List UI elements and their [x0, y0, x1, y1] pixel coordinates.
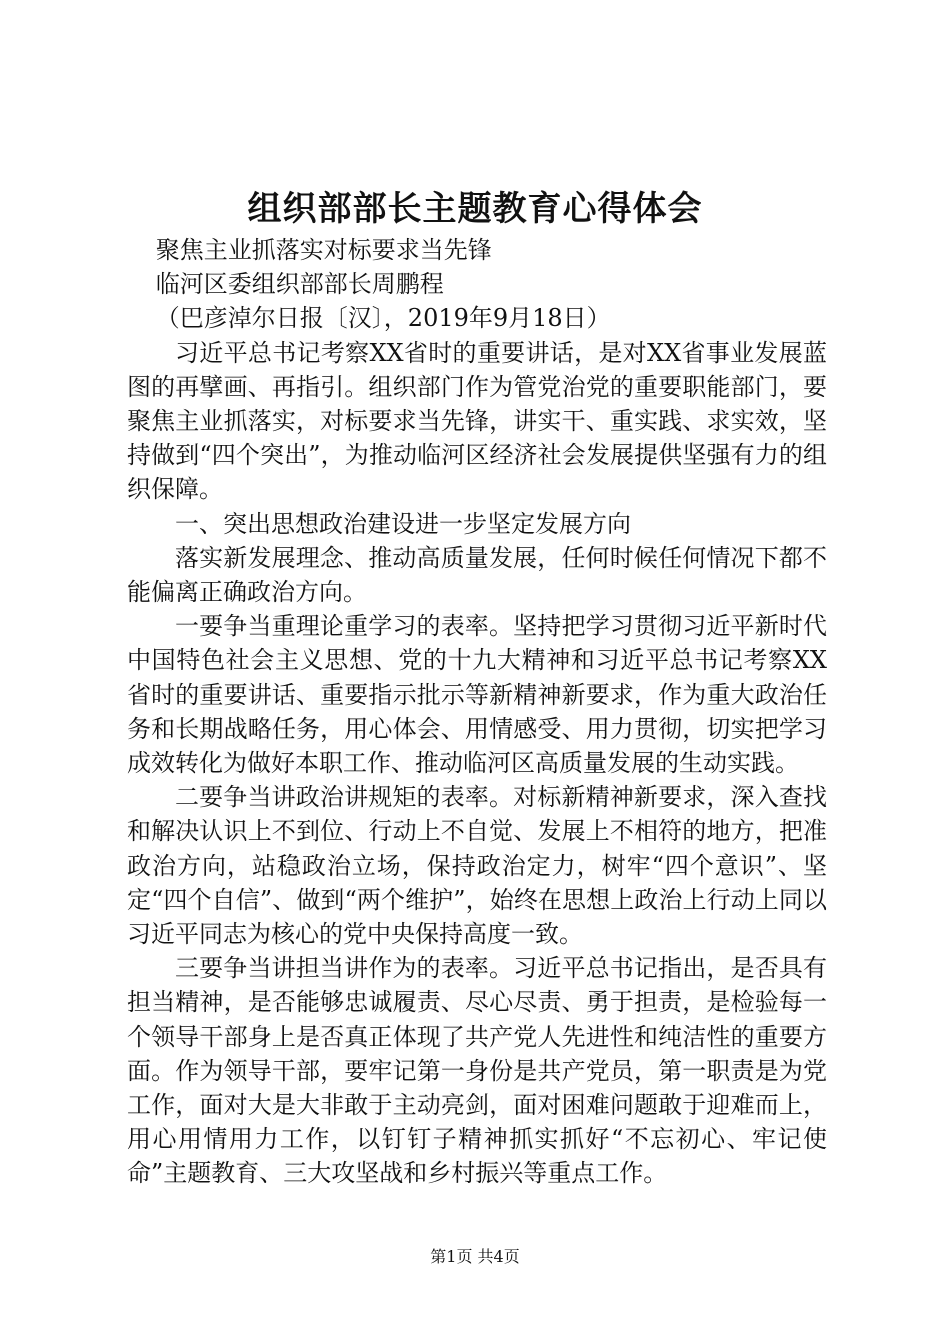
- document-title: 组织部部长主题教育心得体会: [247, 189, 703, 229]
- paragraph: 三要争当讲担当讲作为的表率。习近平总书记指出，是否具有担当精神，是否能够忠诚履责、尽心尽责、勇于担责，是检验每一个领导干部身上是否真正体现了共产党人先进性和纯洁性的重要方面。作为领导干部，要牢记第一身份是共产党员，第一职责是为党工作，面对大是大非敢于主动亮剑，面对困难问题敢于迎难而上，用心用情用力工作，以钉钉子精神抓实抓好“不忘初心、牢记使命”主题教育、三大攻坚战和乡村振兴等重点工作。: [127, 954, 827, 1188]
- author-line: 临河区委组织部部长周鹏程: [155, 270, 444, 299]
- paragraph: 二要争当讲政治讲规矩的表率。对标新精神新要求，深入查找和解决认识上不到位、行动上不自觉、发展上不相符的地方，把准政治方向，站稳政治立场，保持政治定力，树牢“四个意识”、坚定“四个自信”、做到“两个维护”，始终在思想上政治上行动上同以习近平同志为核心的党中央保持高度一致。: [127, 783, 827, 949]
- page-footer: 第1页 共4页: [430, 1247, 520, 1266]
- source-line: （巴彦淖尔日报〔汉〕，2019年9月18日）: [155, 304, 611, 333]
- paragraph: 落实新发展理念、推动高质量发展，任何时候任何情况下都不能偏离正确政治方向。: [127, 543, 827, 607]
- document-body: [127, 233, 827, 1191]
- paragraph: 一要争当重理论重学习的表率。坚持把学习贯彻习近平新时代中国特色社会主义思想、党的十九大精神和习近平总书记考察XX省时的重要讲话、重要指示批示等新精神新要求，作为重大政治任务和长期战略任务，用心体会、用情感受、用力贯彻，切实把学习成效转化为做好本职工作、推动临河区高质量发展的生动实践。: [127, 612, 827, 778]
- section-heading: 一、突出思想政治建设进一步坚定发展方向: [175, 509, 631, 538]
- paragraph: 习近平总书记考察XX省时的重要讲话，是对XX省事业发展蓝图的再擘画、再指引。组织部门作为管党治党的重要职能部门，要聚焦主业抓落实，对标要求当先锋，讲实干、重实践、求实效，坚持做到“四个突出”，为推动临河区经济社会发展提供坚强有力的组织保障。: [127, 338, 827, 504]
- subtitle-line: 聚焦主业抓落实对标要求当先锋: [155, 236, 492, 264]
